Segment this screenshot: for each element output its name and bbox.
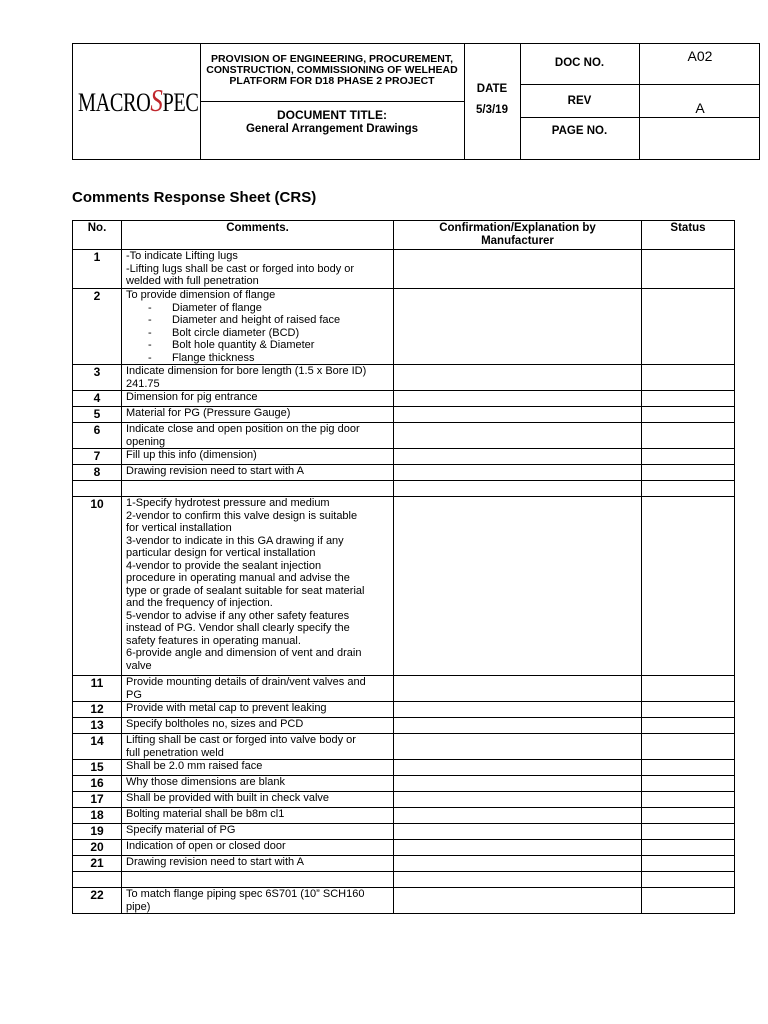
- comment-cell: [122, 760, 394, 776]
- comment-cell: [122, 808, 394, 824]
- row-number: 14: [73, 734, 122, 760]
- status-cell[interactable]: [642, 497, 735, 676]
- confirmation-cell[interactable]: [394, 718, 642, 734]
- comment-line: Provide mounting details of drain/vent valves and: [126, 676, 366, 688]
- comment-cell: [122, 702, 394, 718]
- table-row: [73, 840, 735, 856]
- comment-line: 2-vendor to confirm this valve design is suitable: [126, 509, 358, 522]
- document-title: General Arrangement Drawings: [245, 123, 419, 135]
- status-cell[interactable]: [642, 407, 735, 423]
- status-cell[interactable]: [642, 808, 735, 824]
- row-number: 7: [73, 449, 122, 465]
- confirmation-cell[interactable]: [394, 808, 642, 824]
- comment-cell: [122, 792, 394, 808]
- status-cell[interactable]: [642, 289, 735, 365]
- confirmation-cell[interactable]: [394, 449, 642, 465]
- row-number: 12: [73, 702, 122, 718]
- table-row: [73, 449, 735, 465]
- confirmation-cell[interactable]: [394, 391, 642, 407]
- column-header-comments: Comments.: [122, 221, 394, 250]
- comment-line: 3-vendor to indicate in this GA drawing if any: [126, 534, 344, 547]
- table-row: [73, 824, 735, 840]
- table-row: [73, 676, 735, 702]
- bullet-dash: -: [148, 326, 152, 339]
- comment-line: type or grade of sealant suitable for seat material: [126, 584, 365, 597]
- comment-line: Indicate dimension for bore length (1.5 x Bore ID): [126, 365, 367, 377]
- table-row: [73, 423, 735, 449]
- table-row: [73, 289, 735, 365]
- comment-line: instead of PG. Vendor shall clearly specify the: [126, 622, 350, 634]
- table-row: [73, 872, 735, 888]
- table-row: [73, 250, 735, 289]
- confirmation-cell[interactable]: [394, 824, 642, 840]
- comments-table: [72, 220, 735, 914]
- confirmation-cell[interactable]: [394, 856, 642, 872]
- comment-cell: [122, 824, 394, 840]
- row-number: 4: [73, 391, 122, 407]
- page-no-label: PAGE NO.: [551, 125, 608, 137]
- status-cell[interactable]: [642, 888, 735, 914]
- table-row: [73, 391, 735, 407]
- row-number: 5: [73, 407, 122, 423]
- comment-line: -Lifting lugs shall be cast or forged into body or: [126, 262, 355, 275]
- comment-cell: [122, 423, 394, 449]
- table-row: [73, 856, 735, 872]
- row-number: 3: [73, 365, 122, 391]
- table-row: [73, 734, 735, 760]
- status-cell[interactable]: [642, 760, 735, 776]
- table-row: [73, 702, 735, 718]
- subitem-text: Diameter and height of raised face: [172, 314, 341, 326]
- status-cell[interactable]: [642, 824, 735, 840]
- comment-line: Shall be 2.0 mm raised face: [126, 760, 263, 772]
- row-number: 17: [73, 792, 122, 808]
- confirmation-cell[interactable]: [394, 792, 642, 808]
- table-row: [73, 481, 735, 497]
- row-number: 11: [73, 676, 122, 702]
- confirmation-cell[interactable]: [394, 676, 642, 702]
- comment-subitem: [126, 339, 389, 352]
- confirmation-cell[interactable]: [394, 872, 642, 888]
- comment-line: for vertical installation: [126, 522, 232, 534]
- comment-cell: [122, 497, 394, 676]
- comment-subitem: [126, 327, 389, 340]
- comment-line: Material for PG (Pressure Gauge): [126, 407, 291, 419]
- row-number: 16: [73, 776, 122, 792]
- status-cell[interactable]: [642, 391, 735, 407]
- comment-line: To provide dimension of flange: [126, 289, 276, 301]
- subitem-text: Bolt circle diameter (BCD): [172, 326, 300, 339]
- table-header-row: [73, 221, 735, 250]
- project-line: PLATFORM FOR D18 PHASE 2 PROJECT: [229, 75, 435, 87]
- confirmation-cell[interactable]: [394, 760, 642, 776]
- row-number: 22: [73, 888, 122, 914]
- confirmation-cell[interactable]: [394, 776, 642, 792]
- table-row: [73, 407, 735, 423]
- comment-line: pipe): [126, 900, 151, 913]
- comment-line: Drawing revision need to start with A: [126, 856, 304, 868]
- bullet-dash: -: [148, 339, 152, 351]
- table-row: [73, 792, 735, 808]
- row-number: 18: [73, 808, 122, 824]
- comment-cell: [122, 481, 394, 497]
- row-number: 6: [73, 423, 122, 449]
- status-cell[interactable]: [642, 365, 735, 391]
- comment-line: Indicate close and open position on the pig door: [126, 423, 360, 435]
- status-cell[interactable]: [642, 449, 735, 465]
- comment-line: Indication of open or closed door: [126, 840, 286, 852]
- status-cell[interactable]: [642, 734, 735, 760]
- comment-line: Fill up this info (dimension): [126, 449, 257, 461]
- bullet-dash: -: [148, 351, 152, 364]
- confirmation-cell[interactable]: [394, 423, 642, 449]
- comment-subitem: [126, 302, 389, 315]
- status-cell[interactable]: [642, 856, 735, 872]
- confirmation-cell[interactable]: [394, 289, 642, 365]
- comment-line: 241.75: [126, 377, 160, 390]
- row-number: 15: [73, 760, 122, 776]
- project-line: PROVISION OF ENGINEERING, PROCUREMENT,: [210, 53, 454, 65]
- comment-subitem: [126, 352, 389, 365]
- row-number: 20: [73, 840, 122, 856]
- column-header-no: No.: [73, 221, 122, 250]
- comment-cell: [122, 365, 394, 391]
- confirmation-cell[interactable]: [394, 481, 642, 497]
- date-label: DATE: [476, 83, 508, 95]
- comment-line: Shall be provided with built in check valve: [126, 792, 330, 804]
- comment-line: Lifting shall be cast or forged into valve body or: [126, 734, 356, 746]
- confirmation-cell[interactable]: [394, 888, 642, 914]
- comment-line: Specify material of PG: [126, 824, 236, 836]
- row-number: 10: [73, 497, 122, 676]
- table-row: [73, 718, 735, 734]
- comment-line: particular design for vertical installation: [126, 547, 316, 559]
- confirmation-cell[interactable]: [394, 250, 642, 289]
- table-row: [73, 808, 735, 824]
- table-row: [73, 497, 735, 676]
- bullet-dash: -: [148, 301, 152, 314]
- document-title-label: DOCUMENT TITLE:: [277, 108, 387, 122]
- status-cell[interactable]: [642, 792, 735, 808]
- comment-cell: [122, 407, 394, 423]
- row-number: [73, 481, 122, 497]
- comment-cell: [122, 776, 394, 792]
- comment-line: 1-Specify hydrotest pressure and medium: [126, 497, 330, 509]
- comment-line: Dimension for pig entrance: [126, 391, 258, 403]
- doc-no-label: DOC NO.: [554, 57, 605, 69]
- comment-cell: [122, 888, 394, 914]
- comment-cell: [122, 734, 394, 760]
- status-cell[interactable]: [642, 250, 735, 289]
- confirmation-cell[interactable]: [394, 734, 642, 760]
- status-cell[interactable]: [642, 465, 735, 481]
- comment-line: 6-provide angle and dimension of vent and drain: [126, 647, 362, 659]
- row-number: [73, 872, 122, 888]
- comment-line: 4-vendor to provide the sealant injection: [126, 559, 322, 572]
- table-row: [73, 365, 735, 391]
- comment-line: procedure in operating manual and advise the: [126, 572, 350, 584]
- subitem-text: Diameter of flange: [172, 301, 262, 314]
- row-number: 2: [73, 289, 122, 365]
- comment-subitem: [126, 314, 389, 327]
- subitem-text: Flange thickness: [172, 351, 255, 364]
- comment-cell: [122, 840, 394, 856]
- status-cell[interactable]: [642, 481, 735, 497]
- table-row: [73, 888, 735, 914]
- comment-line: opening: [126, 435, 166, 448]
- status-cell[interactable]: [642, 718, 735, 734]
- comment-line: safety features in operating manual.: [126, 634, 301, 647]
- comment-cell: [122, 250, 394, 289]
- project-line: CONSTRUCTION, COMMISSIONING OF WELHEAD: [206, 64, 458, 76]
- comment-cell: [122, 465, 394, 481]
- comment-cell: [122, 449, 394, 465]
- confirmation-cell[interactable]: [394, 702, 642, 718]
- sheet-title: Comments Response Sheet (CRS): [72, 189, 317, 206]
- comment-line: Specify boltholes no, sizes and PCD: [126, 718, 304, 730]
- row-number: 1: [73, 250, 122, 289]
- comment-line: full penetration weld: [126, 746, 224, 759]
- project-title: [201, 54, 463, 87]
- comment-line: Why those dimensions are blank: [126, 776, 285, 788]
- status-cell[interactable]: [642, 702, 735, 718]
- row-number: 8: [73, 465, 122, 481]
- comment-line: Drawing revision need to start with A: [126, 465, 304, 477]
- document-header: [72, 43, 760, 160]
- comment-line: welded with full penetration: [126, 275, 259, 287]
- status-cell[interactable]: [642, 872, 735, 888]
- comment-line: Bolting material shall be b8m cl1: [126, 808, 285, 820]
- comment-line: and the frequency of injection.: [126, 597, 273, 609]
- comment-cell: [122, 856, 394, 872]
- table-row: [73, 760, 735, 776]
- comment-cell: [122, 676, 394, 702]
- comment-line: Provide with metal cap to prevent leaking: [126, 702, 327, 714]
- confirmation-cell[interactable]: [394, 365, 642, 391]
- confirmation-cell[interactable]: [394, 840, 642, 856]
- confirmation-cell[interactable]: [394, 407, 642, 423]
- column-header-status: Status: [642, 221, 735, 250]
- status-cell[interactable]: [642, 776, 735, 792]
- table-row: [73, 465, 735, 481]
- row-number: 13: [73, 718, 122, 734]
- table-row: [73, 776, 735, 792]
- rev-value: A: [695, 100, 705, 116]
- confirmation-cell[interactable]: [394, 497, 642, 676]
- date-value: 5/3/19: [476, 104, 508, 116]
- company-logo: MACROSPEC: [78, 82, 199, 118]
- status-cell[interactable]: [642, 840, 735, 856]
- comment-line: To match flange piping spec 6S701 (10” SCH160: [126, 888, 365, 900]
- comment-cell: [122, 718, 394, 734]
- confirmation-cell[interactable]: [394, 465, 642, 481]
- comment-line: -To indicate Lifting lugs: [126, 250, 238, 262]
- comment-cell: [122, 289, 394, 365]
- doc-no-value: A02: [687, 48, 713, 64]
- comment-cell: [122, 872, 394, 888]
- rev-label: REV: [567, 95, 592, 107]
- status-cell[interactable]: [642, 676, 735, 702]
- status-cell[interactable]: [642, 423, 735, 449]
- comment-line: 5-vendor to advise if any other safety features: [126, 609, 350, 622]
- row-number: 21: [73, 856, 122, 872]
- bullet-dash: -: [148, 314, 152, 326]
- comment-cell: [122, 391, 394, 407]
- comment-line: valve: [126, 659, 152, 672]
- subitem-text: Bolt hole quantity & Diameter: [172, 339, 315, 351]
- column-header-confirmation: Confirmation/Explanation by Manufacturer: [394, 221, 642, 250]
- comment-line: PG: [126, 688, 142, 701]
- row-number: 19: [73, 824, 122, 840]
